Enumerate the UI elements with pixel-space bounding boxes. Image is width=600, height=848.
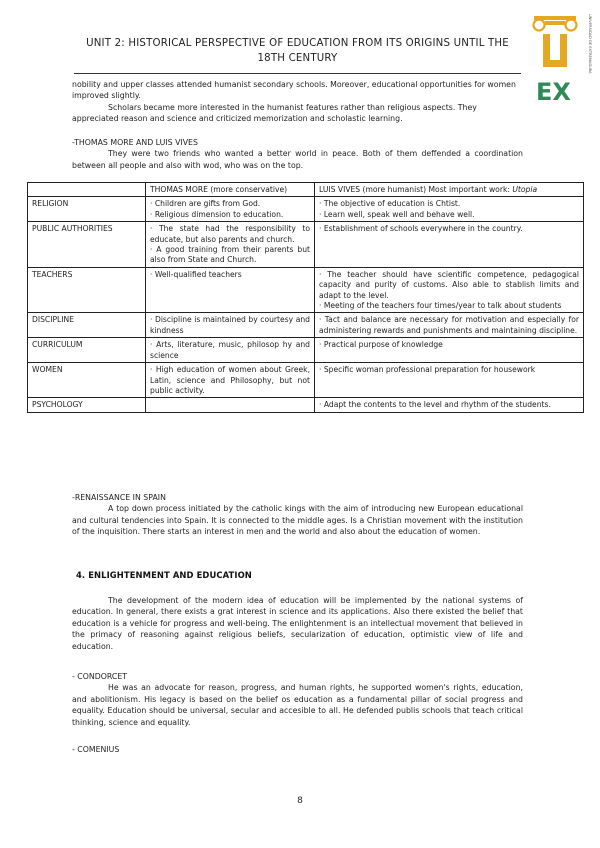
table-row-label: PSYCHOLOGY	[28, 398, 146, 412]
intro-paragraph-2: Scholars became more interested in the humanist features rather than religious aspects. They appreciated reason and science and criticized memorization and scholastic learning.	[72, 102, 477, 124]
uex-logo	[528, 10, 592, 106]
table-cell-vives	[315, 313, 584, 338]
logo-u-left	[543, 34, 550, 64]
table-header-empty	[28, 183, 146, 197]
section-4-heading: 4. ENLIGHTENMENT AND EDUCATION	[76, 570, 252, 580]
table-row	[28, 338, 584, 363]
table-cell-line: · Adapt the contents to the level and rhythm of the students.	[319, 400, 551, 410]
logo-u-bottom	[543, 60, 567, 67]
renaissance-heading: -RENAISSANCE IN SPAIN	[72, 493, 166, 502]
table-cell-more	[146, 222, 315, 268]
table-row-label: DISCIPLINE	[28, 313, 146, 338]
more-vives-block	[72, 137, 523, 171]
more-vives-paragraph: They were two friends who wanted a better world in peace. Both of them deffended a coordination between all people and also with wod, who was on the top.	[72, 149, 523, 170]
logo-volute-right	[566, 20, 577, 31]
logo-vertical-text: UNIVERSIDAD DE EXTREMADURA	[588, 14, 592, 74]
intro-block	[72, 79, 523, 125]
table-row	[28, 363, 584, 398]
table-cell-vives	[315, 338, 584, 363]
table-cell-line: · The objective of education is Chtist.	[319, 199, 461, 209]
table-cell-line: · Religious dimension to education.	[150, 209, 284, 219]
table-row-label: CURRICULUM	[28, 338, 146, 363]
table-cell-line: · Arts, literature, music, philosop hy and science	[150, 340, 310, 360]
table-cell-more	[146, 197, 315, 222]
condorcet-paragraph: He was an advocate for reason, progress, and human rights, he supported women's rights, education, and abolitionism. His legacy is based on the belief os education as a fundamental pillar of social progress and equality. Education should be universal, secular and accesible to all. He defended publis schools that teach critical thinking, science and equality.	[72, 683, 523, 727]
table-row	[28, 398, 584, 412]
table-cell-more	[146, 398, 315, 412]
table-cell-line: · Meeting of the teachers four times/year to talk about students	[319, 301, 562, 311]
table-cell-more	[146, 267, 315, 313]
table-cell-line: · The teacher should have scientific competence, pedagogical capacity and purity of customs. Also able to stablish limits and adapt to the level.	[319, 269, 579, 300]
table-cell-line: · High education of women about Greek, Latin, science and Philosophy, but not public activity.	[150, 365, 310, 395]
table-cell-line: · Specific woman professional preparation for housework	[319, 365, 536, 375]
renaissance-block	[72, 492, 523, 538]
condorcet-block	[72, 671, 523, 728]
table-cell-line: · Children are gifts from God.	[150, 199, 261, 209]
table-body	[28, 197, 584, 412]
table-cell-line: · Discipline is maintained by courtesy and kindness	[150, 315, 310, 335]
table-cell-more	[146, 363, 315, 398]
table-header-row	[28, 183, 584, 197]
table-row	[28, 197, 584, 222]
table-cell-line: · The state had the responsibility to educate, but also parents and church.	[150, 224, 310, 244]
table-cell-vives	[315, 267, 584, 313]
page-number: 8	[297, 796, 303, 806]
table-cell-line: · Learn well, speak well and behave well.	[319, 209, 475, 219]
table-header-more: THOMAS MORE (more conservative)	[146, 183, 315, 197]
table-cell-line: · Well-qualified teachers	[150, 269, 242, 279]
table-cell-vives	[315, 363, 584, 398]
table-row	[28, 267, 584, 313]
table-cell-line: · A good training from their parents but also from State and Church.	[150, 245, 310, 265]
table-cell-line: · Establishment of schools everywhere in the country.	[319, 224, 523, 234]
table-cell-more	[146, 338, 315, 363]
comenius-heading: - COMENIUS	[72, 745, 120, 754]
table-cell-vives	[315, 222, 584, 268]
table-row	[28, 222, 584, 268]
condorcet-heading: - CONDORCET	[72, 672, 128, 681]
table-row-label: RELIGION	[28, 197, 146, 222]
table-row-label: PUBLIC AUTHORITIES	[28, 222, 146, 268]
logo-capital-band	[545, 21, 565, 25]
section-4-block	[72, 595, 523, 652]
table-cell-line: · Tact and balance are necessary for motivation and especially for administering rewards and punishments and maintaining discipline.	[319, 315, 579, 335]
more-vives-heading: -THOMAS MORE AND LUIS VIVES	[72, 138, 198, 147]
header-rule	[74, 73, 521, 74]
renaissance-paragraph: A top down process initiated by the catholic kings with the aim of introducing new European educational and cultural tendencies into Spain. It is connected to the middle ages. Is a Christian movement with the institution of the inquisition. There starts an interest in men and the world and also about the education of women.	[72, 504, 523, 537]
unit-title-line-2: 18TH CENTURY	[257, 53, 338, 64]
logo-ex-letters: EX	[536, 78, 571, 106]
table-cell-vives	[315, 398, 584, 412]
table-row-label: WOMEN	[28, 363, 146, 398]
table-cell-more	[146, 313, 315, 338]
unit-title-line-1: UNIT 2: HISTORICAL PERSPECTIVE OF EDUCATION FROM ITS ORIGINS UNTIL THE	[86, 38, 509, 49]
more-vives-table	[27, 182, 584, 413]
table-header-vives: LUIS VIVES (more humanist) Most important work: Utopia	[315, 183, 584, 197]
table-cell-vives	[315, 197, 584, 222]
comenius-block	[72, 744, 523, 755]
table-cell-line: · Practical purpose of knowledge	[319, 340, 443, 350]
section-4-paragraph: The development of the modern idea of education will be implemented by the national systems of education. In general, there exists a grat interest in science and its applications. Also there existed the belief that education is a vehicle for progress and well-being. The enlightenment is an intellectual movement that believed in the primacy of reasoning against religious beliefs, secularization of education, optimistic view of life and education.	[72, 596, 523, 651]
logo-u-right	[560, 34, 567, 64]
logo-volute-left	[534, 20, 545, 31]
table-row	[28, 313, 584, 338]
table-row-label: TEACHERS	[28, 267, 146, 313]
unit-title	[70, 36, 525, 66]
intro-paragraph-1: nobility and upper classes attended humanist secondary schools. Moreover, educational opportunities for women improved slightly.	[72, 80, 516, 101]
